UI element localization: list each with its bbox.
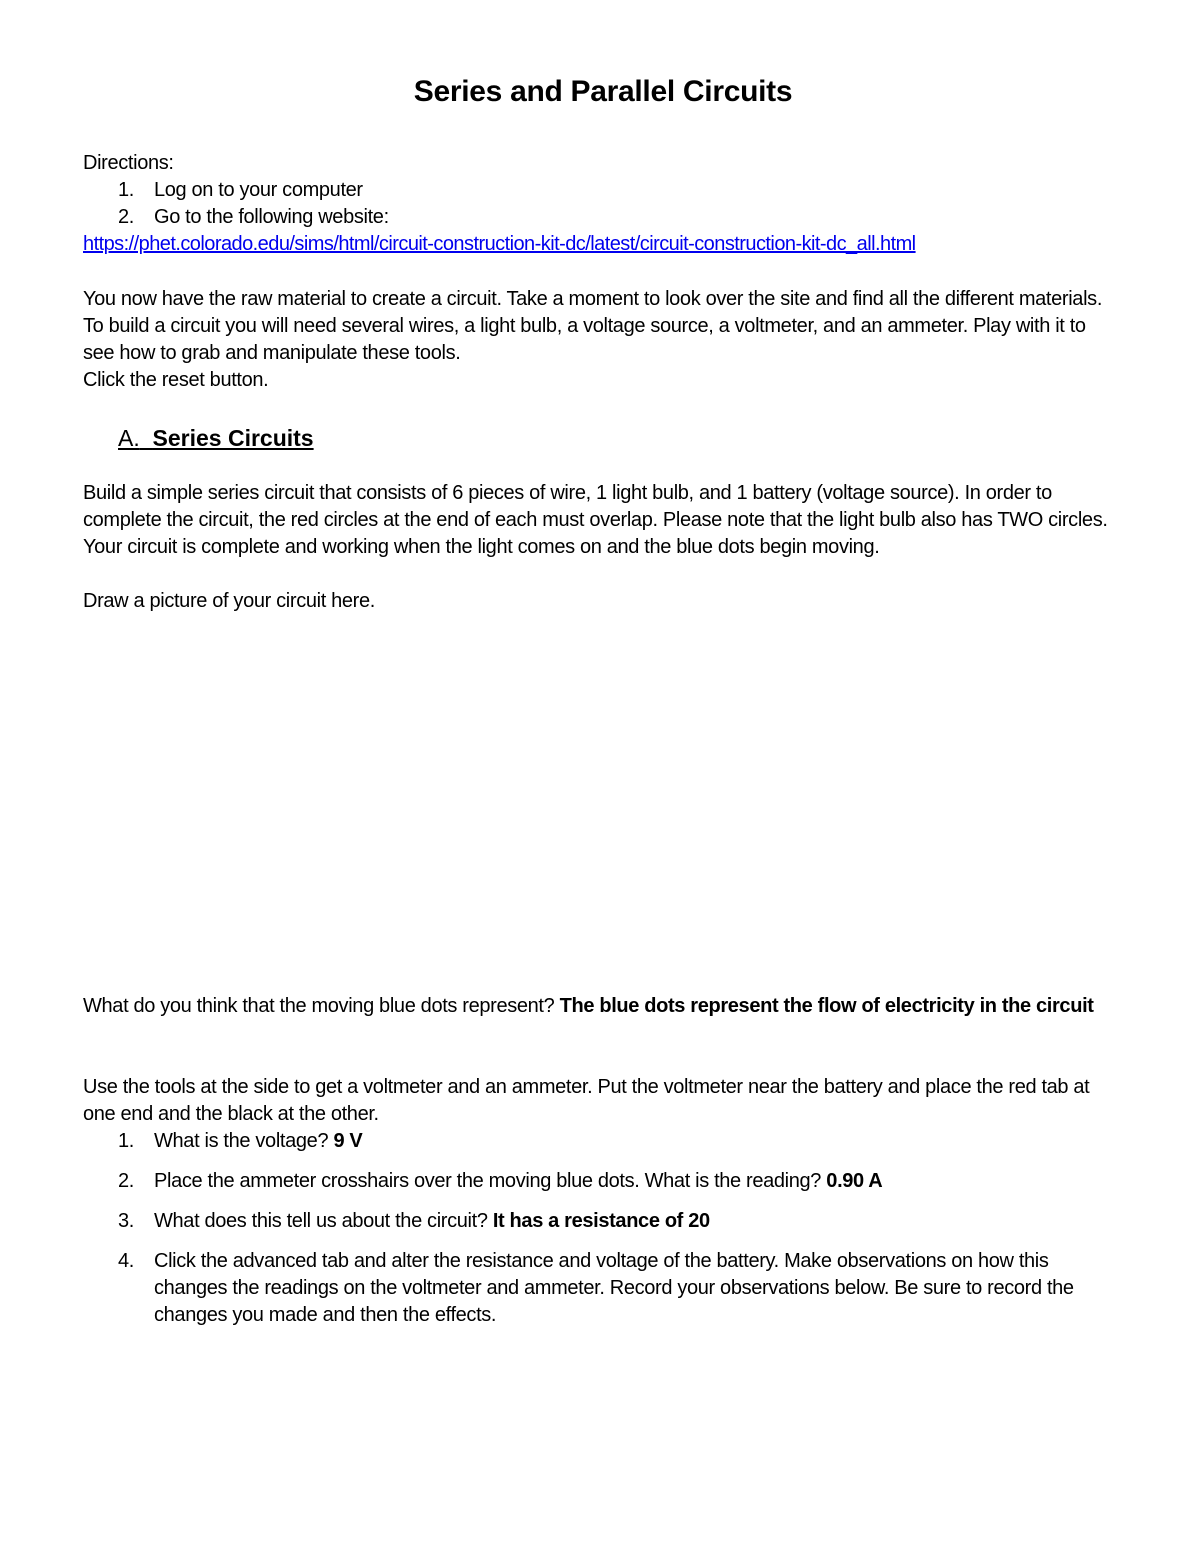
tools-paragraph <box>83 1074 1123 1128</box>
question-text-line: Click the advanced tab and alter the resistance and voltage of the battery. Make observations on how this <box>154 1250 1049 1272</box>
section-name: Series Circuits <box>152 425 314 451</box>
intro-line: Click the reset button. <box>83 369 269 391</box>
question-number: 4. <box>118 1250 134 1272</box>
question-number: 1. <box>118 1130 134 1152</box>
directions-step <box>83 177 1123 204</box>
step-number: 1. <box>118 179 134 201</box>
dots-answer: The blue dots represent the flow of electricity in the circuit <box>559 995 1094 1017</box>
directions-step <box>83 204 1123 231</box>
directions-block <box>83 150 1123 258</box>
questions-list <box>83 1128 1123 1329</box>
intro-paragraph <box>83 286 1123 394</box>
question-number: 3. <box>118 1210 134 1232</box>
dots-question-line <box>83 993 1123 1020</box>
directions-label: Directions: <box>83 152 174 174</box>
instruction-line: complete the circuit, the red circles at the end of each must overlap. Please note that the light bulb also has TWO circles. <box>83 509 1108 531</box>
question-item <box>83 1128 1123 1155</box>
question-text-line: changes the readings on the voltmeter and ammeter. Record your observations below. Be sure to record the <box>154 1277 1074 1299</box>
instruction-line: Build a simple series circuit that consists of 6 pieces of wire, 1 light bulb, and 1 battery (voltage source). In order to <box>83 482 1052 504</box>
question-answer: It has a resistance of 20 <box>492 1210 710 1232</box>
step-number: 2. <box>118 206 134 228</box>
intro-line: To build a circuit you will need several wires, a light bulb, a voltage source, a voltmeter, and an ammeter. Play with it to <box>83 315 1086 337</box>
section-letter: A. <box>118 425 140 451</box>
question-number: 2. <box>118 1170 134 1192</box>
instruction-line: Your circuit is complete and working when the light comes on and the blue dots begin moving. <box>83 536 880 558</box>
series-instructions <box>83 480 1123 561</box>
question-text: What does this tell us about the circuit? <box>154 1210 488 1232</box>
intro-line: see how to grab and manipulate these tools. <box>83 342 461 364</box>
draw-prompt: Draw a picture of your circuit here. <box>83 590 375 612</box>
step-text: Log on to your computer <box>154 179 363 201</box>
question-item <box>83 1168 1123 1195</box>
question-item <box>83 1208 1123 1235</box>
simulation-link[interactable]: https://phet.colorado.edu/sims/html/circuit-construction-kit-dc/latest/circuit-construction-kit-dc_all.html <box>83 233 916 255</box>
step-text: Go to the following website: <box>154 206 389 228</box>
section-heading <box>118 423 314 453</box>
question-answer: 0.90 A <box>826 1170 883 1192</box>
intro-line: You now have the raw material to create a circuit. Take a moment to look over the site and find all the different materials. <box>83 288 1103 310</box>
question-text-line: changes you made and then the effects. <box>154 1304 497 1326</box>
question-text: What is the voltage? <box>154 1130 329 1152</box>
question-text: Place the ammeter crosshairs over the moving blue dots. What is the reading? <box>154 1170 822 1192</box>
question-answer: 9 V <box>333 1130 363 1152</box>
tools-line: one end and the black at the other. <box>83 1103 379 1125</box>
page-title: Series and Parallel Circuits <box>413 75 793 108</box>
dots-question: What do you think that the moving blue dots represent? <box>83 995 555 1017</box>
tools-line: Use the tools at the side to get a voltmeter and an ammeter. Put the voltmeter near the battery and place the red tab at <box>83 1076 1090 1098</box>
question-item <box>83 1248 1123 1329</box>
